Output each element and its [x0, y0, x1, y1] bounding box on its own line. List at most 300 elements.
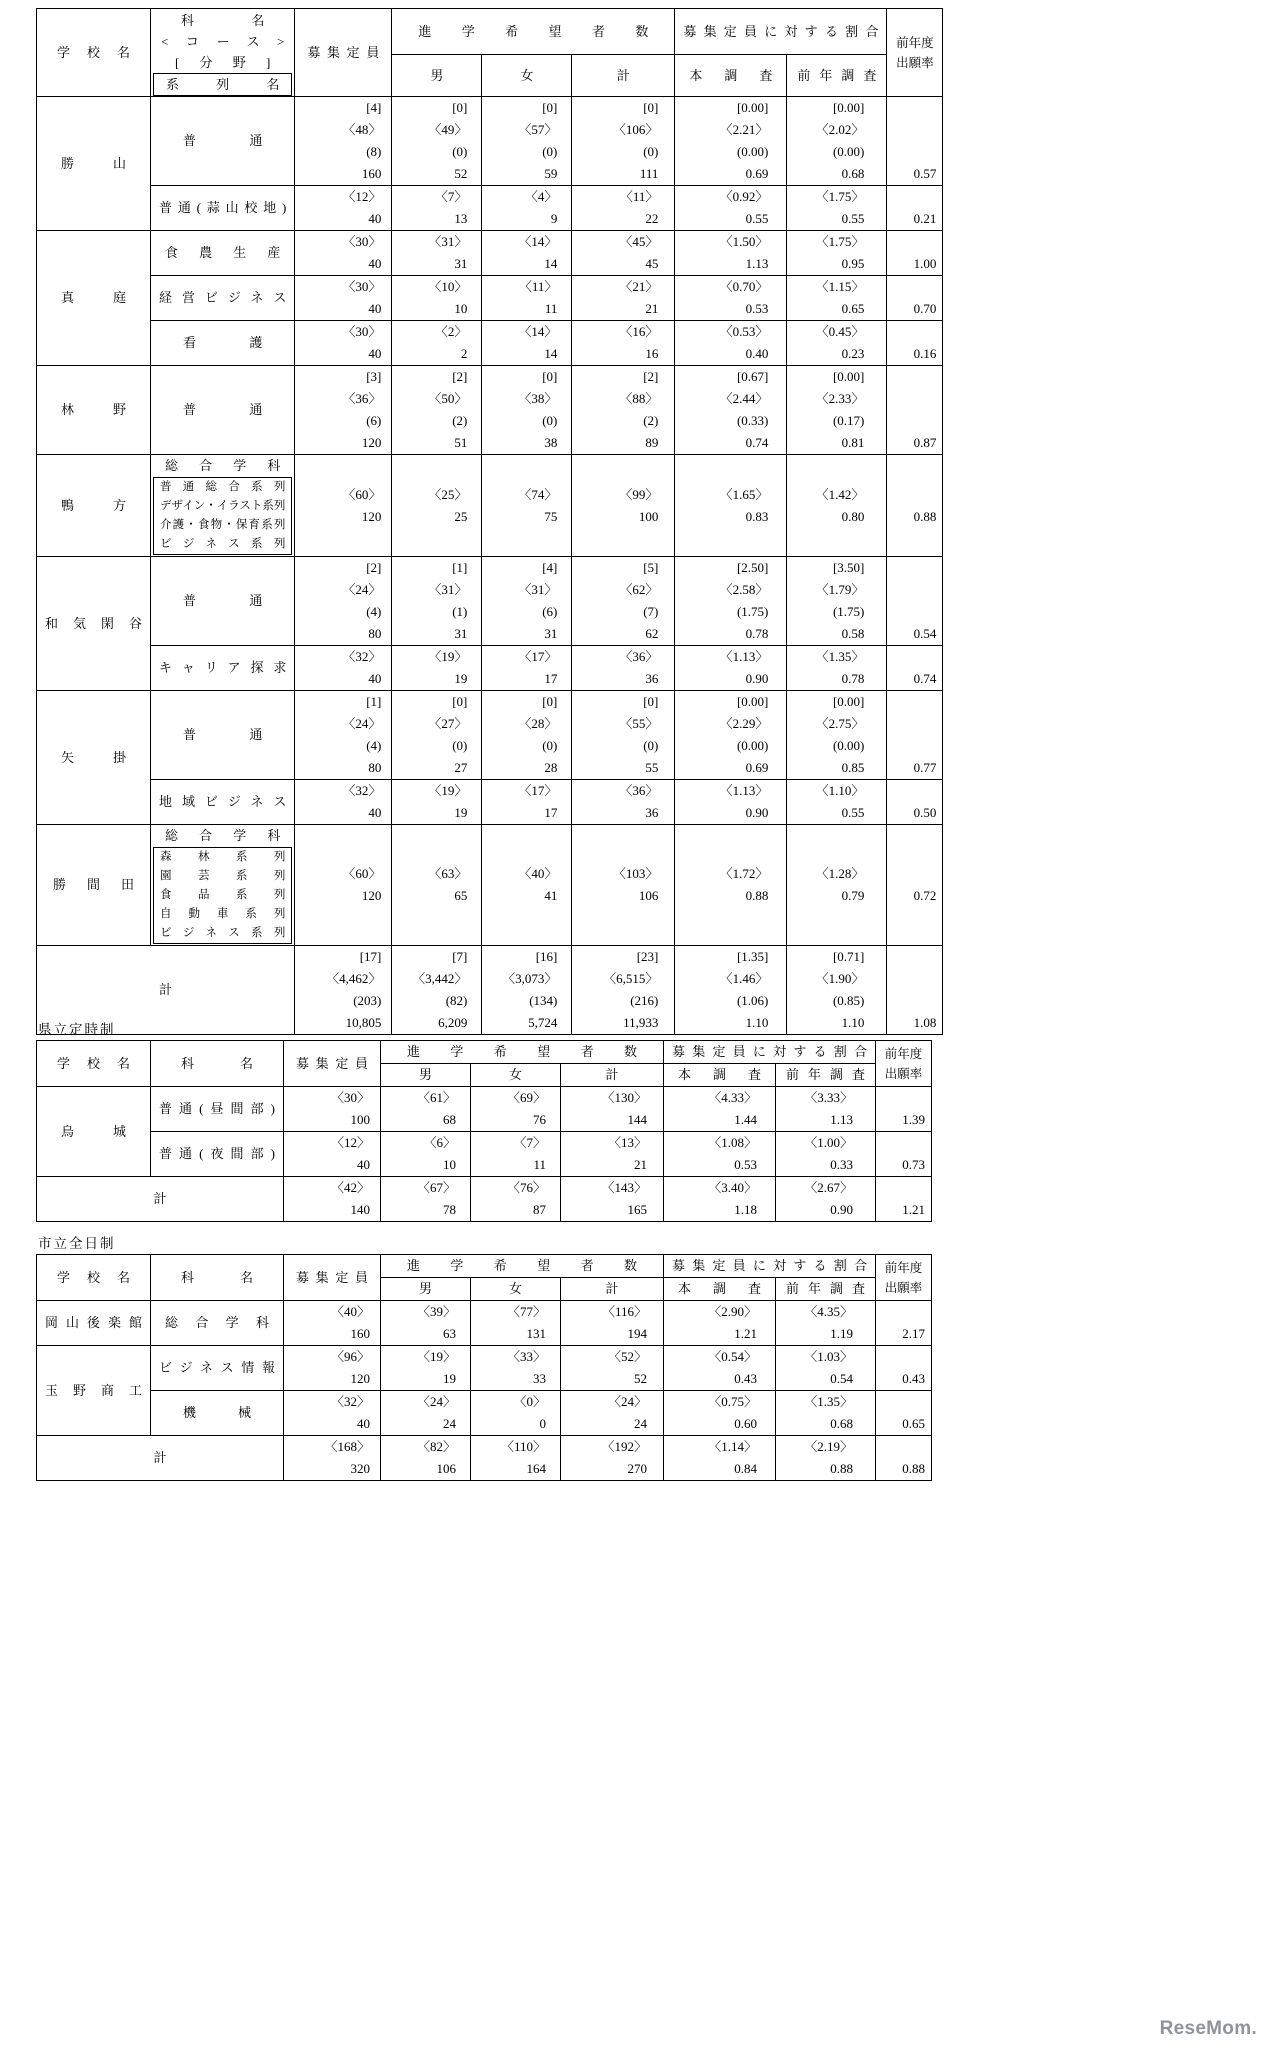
- value: [876, 1436, 931, 1458]
- value: 59: [544, 166, 558, 181]
- data-cell: [572, 825, 675, 946]
- header-male: [381, 1278, 471, 1301]
- value: 〈61〉: [416, 1090, 456, 1105]
- data-cell: [471, 1177, 561, 1222]
- program-name: 普通: [183, 133, 263, 148]
- header-applicants-group: [392, 9, 675, 55]
- value: 31: [544, 626, 558, 641]
- header-male: [392, 55, 482, 97]
- value: 0.58: [841, 626, 865, 641]
- rate-cell: [887, 231, 943, 276]
- value: [0]: [643, 694, 659, 709]
- data-cell: [471, 1301, 561, 1346]
- value: (203): [353, 993, 382, 1008]
- table-row: [37, 557, 943, 646]
- value: 19: [443, 1371, 456, 1386]
- data-cell: [392, 557, 482, 646]
- data-cell: [675, 780, 787, 825]
- value: 0.78: [841, 671, 865, 686]
- data-table: [36, 1040, 932, 1222]
- value: 40: [368, 346, 382, 361]
- value: [887, 231, 942, 253]
- value: [887, 713, 942, 735]
- value: (1.06): [736, 993, 769, 1008]
- header-male: [381, 1064, 471, 1087]
- data-cell: [675, 276, 787, 321]
- value: 〈7〉: [434, 189, 468, 204]
- total-label: 計: [159, 982, 173, 997]
- value: [887, 321, 942, 343]
- data-cell: [482, 276, 572, 321]
- header-row-groups: [37, 1255, 932, 1278]
- value: 13: [454, 211, 468, 226]
- value: 10: [454, 301, 468, 316]
- value: 〈88〉: [619, 391, 659, 406]
- value: (0): [452, 144, 468, 159]
- value: 80: [368, 626, 382, 641]
- value: 0.90: [830, 1202, 853, 1217]
- value: 76: [533, 1112, 546, 1127]
- data-cell: [787, 946, 887, 1035]
- data-cell: [392, 780, 482, 825]
- school-name: 烏城: [61, 1123, 126, 1139]
- data-cell: [664, 1177, 776, 1222]
- value: 〈1.75〉: [815, 189, 865, 204]
- value: 〈24〉: [342, 582, 382, 597]
- value: [887, 946, 942, 968]
- data-cell: [381, 1436, 471, 1481]
- value: 1.21: [734, 1326, 757, 1341]
- value: 〈55〉: [619, 716, 659, 731]
- data-cell: [392, 825, 482, 946]
- section-label-municipal-fulltime: 市立全日制: [38, 1236, 116, 1251]
- series-name-box: [153, 73, 292, 96]
- data-cell: [675, 557, 787, 646]
- value: 〈62〉: [619, 582, 659, 597]
- program-name: 地域ビジネス: [159, 794, 287, 809]
- program-name: 食農生産: [165, 245, 281, 260]
- program-name: 普通: [183, 402, 263, 417]
- label: 前年調査: [786, 1281, 865, 1296]
- value: 〈12〉: [342, 189, 382, 204]
- value: 〈27〉: [428, 716, 468, 731]
- table-prefectural-parttime: [36, 1040, 932, 1222]
- value: [1]: [452, 560, 468, 575]
- school-cell: [37, 231, 151, 366]
- data-cell: [482, 946, 572, 1035]
- school-cell: [37, 1301, 151, 1346]
- label: 本調査: [678, 1067, 761, 1082]
- value: 0.90: [745, 805, 769, 820]
- total-label: 計: [153, 1450, 167, 1465]
- table-row: [37, 1301, 932, 1346]
- rate-cell: [876, 1391, 932, 1436]
- value: 0.65: [841, 301, 865, 316]
- value: (0): [542, 738, 558, 753]
- value: [3.50]: [832, 560, 865, 575]
- value: 〈17〉: [518, 783, 558, 798]
- value: (0.33): [736, 413, 769, 428]
- value: (0): [452, 738, 468, 753]
- data-cell: [392, 276, 482, 321]
- value: 160: [350, 1326, 370, 1341]
- rate-cell: [876, 1177, 932, 1222]
- value: (0): [643, 144, 659, 159]
- rate-cell: [887, 366, 943, 455]
- value: 0.88: [745, 888, 769, 903]
- program-cell: [151, 691, 295, 780]
- data-cell: [295, 276, 392, 321]
- header-this-survey: [675, 55, 787, 97]
- value: 〈4,462〉: [326, 971, 382, 986]
- value: 〈4〉: [524, 189, 558, 204]
- value: [887, 735, 942, 757]
- value: 〈130〉: [601, 1090, 647, 1105]
- value: 〈0.54〉: [708, 1349, 757, 1364]
- label: 募集定員: [296, 1269, 368, 1285]
- data-cell: [295, 455, 392, 557]
- value: 65: [454, 888, 468, 903]
- data-cell: [284, 1087, 381, 1132]
- rate-cell: [876, 1436, 932, 1481]
- data-cell: [787, 231, 887, 276]
- value: 〈2.02〉: [815, 122, 865, 137]
- value: 0.88: [913, 508, 937, 524]
- header-row-groups: [37, 9, 943, 55]
- value: 〈96〉: [330, 1349, 370, 1364]
- label: 本調査: [678, 1281, 761, 1296]
- value: [7]: [452, 949, 468, 964]
- header-series-name: 系列名: [166, 76, 280, 92]
- value: 〈16〉: [619, 324, 659, 339]
- total-row: [37, 1177, 932, 1222]
- header-program-name: 科名: [181, 1055, 253, 1071]
- header-school: [37, 9, 151, 97]
- value: 0.81: [841, 435, 865, 450]
- value: 0.33: [830, 1157, 853, 1172]
- value: 1.13: [830, 1112, 853, 1127]
- table-row: [37, 1391, 932, 1436]
- value: 33: [533, 1371, 546, 1386]
- value: 〈67〉: [416, 1180, 456, 1195]
- value: [0]: [452, 100, 468, 115]
- label: 募集定員に対する割合: [672, 1044, 867, 1059]
- value: 〈17〉: [518, 649, 558, 664]
- header-this-survey: [664, 1064, 776, 1087]
- label: 募集定員: [296, 1055, 368, 1071]
- data-cell: [664, 1436, 776, 1481]
- value: 〈74〉: [518, 486, 558, 502]
- header-program: [151, 1041, 284, 1087]
- value: 〈10〉: [428, 279, 468, 294]
- value: [0]: [542, 100, 558, 115]
- data-cell: [776, 1177, 876, 1222]
- value: (0): [542, 413, 558, 428]
- program-cell: [151, 1087, 284, 1132]
- rate-cell: [887, 646, 943, 691]
- data-cell: [284, 1177, 381, 1222]
- data-cell: [381, 1132, 471, 1177]
- school-cell: [37, 557, 151, 691]
- value: 〈143〉: [601, 1180, 647, 1195]
- data-cell: [787, 691, 887, 780]
- data-cell: [295, 97, 392, 186]
- school-cell: [37, 366, 151, 455]
- value: [876, 1177, 931, 1199]
- header-prev-year-rate: [876, 1041, 932, 1087]
- value: 0.83: [745, 508, 769, 524]
- value: 106: [638, 888, 659, 903]
- label: 出願率: [884, 1280, 923, 1295]
- header-female: [482, 55, 572, 97]
- header-prev-survey: [776, 1278, 876, 1301]
- rate-cell: [887, 276, 943, 321]
- label: 男: [430, 67, 444, 83]
- value: 1.10: [745, 1015, 769, 1030]
- value: 〈60〉: [342, 486, 382, 502]
- data-cell: [381, 1177, 471, 1222]
- label: 女: [508, 1281, 522, 1296]
- value: [2]: [643, 369, 659, 384]
- data-cell: [295, 646, 392, 691]
- value: (0): [643, 738, 659, 753]
- value: 〈60〉: [342, 866, 382, 881]
- program-cell: [151, 825, 295, 946]
- value: 120: [361, 888, 382, 903]
- data-cell: [787, 366, 887, 455]
- data-cell: [284, 1346, 381, 1391]
- data-cell: [675, 455, 787, 557]
- label: 計: [605, 1067, 619, 1082]
- value: (0.00): [736, 738, 769, 753]
- data-cell: [675, 231, 787, 276]
- value: 0.69: [745, 166, 769, 181]
- data-cell: [787, 557, 887, 646]
- value: 〈2.29〉: [719, 716, 769, 731]
- program-cell: [151, 646, 295, 691]
- value: 〈2〉: [434, 324, 468, 339]
- data-cell: [787, 186, 887, 231]
- value: 14: [544, 346, 558, 361]
- rate-cell: [887, 186, 943, 231]
- table-row: [37, 1346, 932, 1391]
- data-cell: [482, 825, 572, 946]
- label: 男: [418, 1067, 432, 1082]
- value: 120: [361, 435, 382, 450]
- value: 11,933: [623, 1015, 659, 1030]
- value: 〈1.00〉: [804, 1135, 853, 1150]
- value: 1.19: [830, 1326, 853, 1341]
- table-row: [37, 691, 943, 780]
- value: 0.54: [913, 626, 937, 641]
- value: 〈76〉: [506, 1180, 546, 1195]
- value: (1.75): [736, 604, 769, 619]
- value: 0.85: [841, 760, 865, 775]
- data-cell: [381, 1087, 471, 1132]
- value: [887, 388, 942, 410]
- value: 〈2.21〉: [719, 122, 769, 137]
- value: 〈24〉: [416, 1394, 456, 1409]
- table-row: [37, 321, 943, 366]
- school-name: 林野: [61, 402, 126, 417]
- data-cell: [284, 1132, 381, 1177]
- rate-cell: [887, 455, 943, 557]
- value: 〈6〉: [423, 1135, 456, 1150]
- value: 89: [645, 435, 659, 450]
- value: 0.54: [830, 1371, 853, 1386]
- data-cell: [776, 1346, 876, 1391]
- data-cell: [295, 321, 392, 366]
- data-cell: [664, 1391, 776, 1436]
- value: (0.00): [832, 144, 865, 159]
- value: [23]: [636, 949, 659, 964]
- program-cell: [151, 1391, 284, 1436]
- program-name: 普通(蒜山校地): [159, 200, 287, 215]
- header-prev-survey: [776, 1064, 876, 1087]
- program-name: 総合学科: [165, 458, 281, 473]
- value: 〈31〉: [428, 234, 468, 249]
- value: 〈13〉: [607, 1135, 647, 1150]
- header-capacity: [295, 9, 392, 97]
- value: 〈2.75〉: [815, 716, 865, 731]
- value: 〈2.67〉: [804, 1180, 853, 1195]
- header-prev-survey: [787, 55, 887, 97]
- data-cell: [284, 1391, 381, 1436]
- data-cell: [295, 231, 392, 276]
- table-row: [37, 455, 943, 557]
- data-cell: [675, 186, 787, 231]
- school-name: 岡山後楽館: [45, 1315, 142, 1330]
- header-school: [37, 1041, 151, 1087]
- data-cell: [572, 186, 675, 231]
- data-cell: [482, 691, 572, 780]
- header-this-survey: [664, 1278, 776, 1301]
- data-cell: [381, 1391, 471, 1436]
- value: 〈3,442〉: [412, 971, 468, 986]
- program-name: 機械: [183, 1405, 251, 1420]
- table-row: [37, 97, 943, 186]
- value: 78: [443, 1202, 456, 1217]
- label: 前年度: [884, 1260, 923, 1275]
- value: 〈1.28〉: [815, 866, 865, 881]
- value: [1.35]: [736, 949, 769, 964]
- data-cell: [572, 366, 675, 455]
- program-name: 普通(夜間部): [159, 1146, 275, 1161]
- value: 5,724: [528, 1015, 558, 1030]
- data-cell: [482, 780, 572, 825]
- value: 160: [361, 166, 382, 181]
- program-cell: [151, 321, 295, 366]
- value: 〈1.46〉: [719, 971, 769, 986]
- value: [2]: [452, 369, 468, 384]
- value: [0.00]: [736, 100, 769, 115]
- value: 〈1.75〉: [815, 234, 865, 249]
- data-cell: [295, 691, 392, 780]
- data-cell: [482, 231, 572, 276]
- data-cell: [561, 1177, 664, 1222]
- data-cell: [572, 780, 675, 825]
- value: 24: [443, 1416, 456, 1431]
- series-name: デザイン・イラスト系列: [160, 500, 286, 512]
- data-table: [36, 8, 943, 1035]
- data-cell: [482, 455, 572, 557]
- data-cell: [572, 646, 675, 691]
- value: 〈48〉: [342, 122, 382, 137]
- value: 〈12〉: [330, 1135, 370, 1150]
- value: 〈69〉: [506, 1090, 546, 1105]
- value: 〈52〉: [607, 1349, 647, 1364]
- label: 進学希望者数: [407, 1258, 637, 1273]
- value: (2): [452, 413, 468, 428]
- value: (0.00): [832, 738, 865, 753]
- value: 0.77: [913, 760, 937, 775]
- data-cell: [664, 1132, 776, 1177]
- data-cell: [381, 1301, 471, 1346]
- value: 〈1.65〉: [719, 486, 769, 502]
- data-cell: [561, 1391, 664, 1436]
- value: 〈40〉: [330, 1304, 370, 1319]
- table-row: [37, 231, 943, 276]
- value: 〈21〉: [619, 279, 659, 294]
- value: 〈7〉: [513, 1135, 546, 1150]
- value: [0.71]: [832, 949, 865, 964]
- header-capacity: [284, 1255, 381, 1301]
- value: 〈38〉: [518, 391, 558, 406]
- data-cell: [482, 186, 572, 231]
- value: 〈1.15〉: [815, 279, 865, 294]
- data-table: [36, 1254, 932, 1481]
- table-row: [37, 1132, 932, 1177]
- data-cell: [482, 646, 572, 691]
- table-municipal-fulltime: [36, 1254, 932, 1481]
- resemom-logo: ReseMom.: [1159, 2018, 1257, 2039]
- data-cell: [664, 1301, 776, 1346]
- value: 〈45〉: [619, 234, 659, 249]
- value: 〈0〉: [513, 1394, 546, 1409]
- value: 40: [357, 1416, 370, 1431]
- header-program-name: 科名: [181, 12, 265, 28]
- value: 36: [645, 671, 659, 686]
- value: 〈0.70〉: [719, 279, 769, 294]
- value: 120: [361, 508, 382, 524]
- label: 出願率: [884, 1066, 923, 1081]
- data-cell: [664, 1087, 776, 1132]
- value: 0.90: [745, 671, 769, 686]
- data-cell: [572, 276, 675, 321]
- value: 1.10: [841, 1015, 865, 1030]
- value: 〈30〉: [342, 234, 382, 249]
- series-name: 介護・食物・保育系列: [160, 519, 286, 531]
- data-cell: [392, 691, 482, 780]
- value: 40: [368, 211, 382, 226]
- program-cell: [151, 780, 295, 825]
- value: [17]: [359, 949, 382, 964]
- value: 〈32〉: [342, 783, 382, 798]
- value: 0.55: [841, 211, 865, 226]
- value: 〈6,515〉: [603, 971, 659, 986]
- program-cell: [151, 455, 295, 557]
- value: (4): [366, 738, 382, 753]
- school-cell: [37, 455, 151, 557]
- value: [0.00]: [832, 694, 865, 709]
- header-program-name: 科名: [181, 1269, 253, 1285]
- value: 〈0.53〉: [719, 324, 769, 339]
- data-cell: [381, 1346, 471, 1391]
- header-total: [561, 1278, 664, 1301]
- value: [876, 1132, 931, 1154]
- value: [4]: [542, 560, 558, 575]
- value: [0.00]: [832, 369, 865, 384]
